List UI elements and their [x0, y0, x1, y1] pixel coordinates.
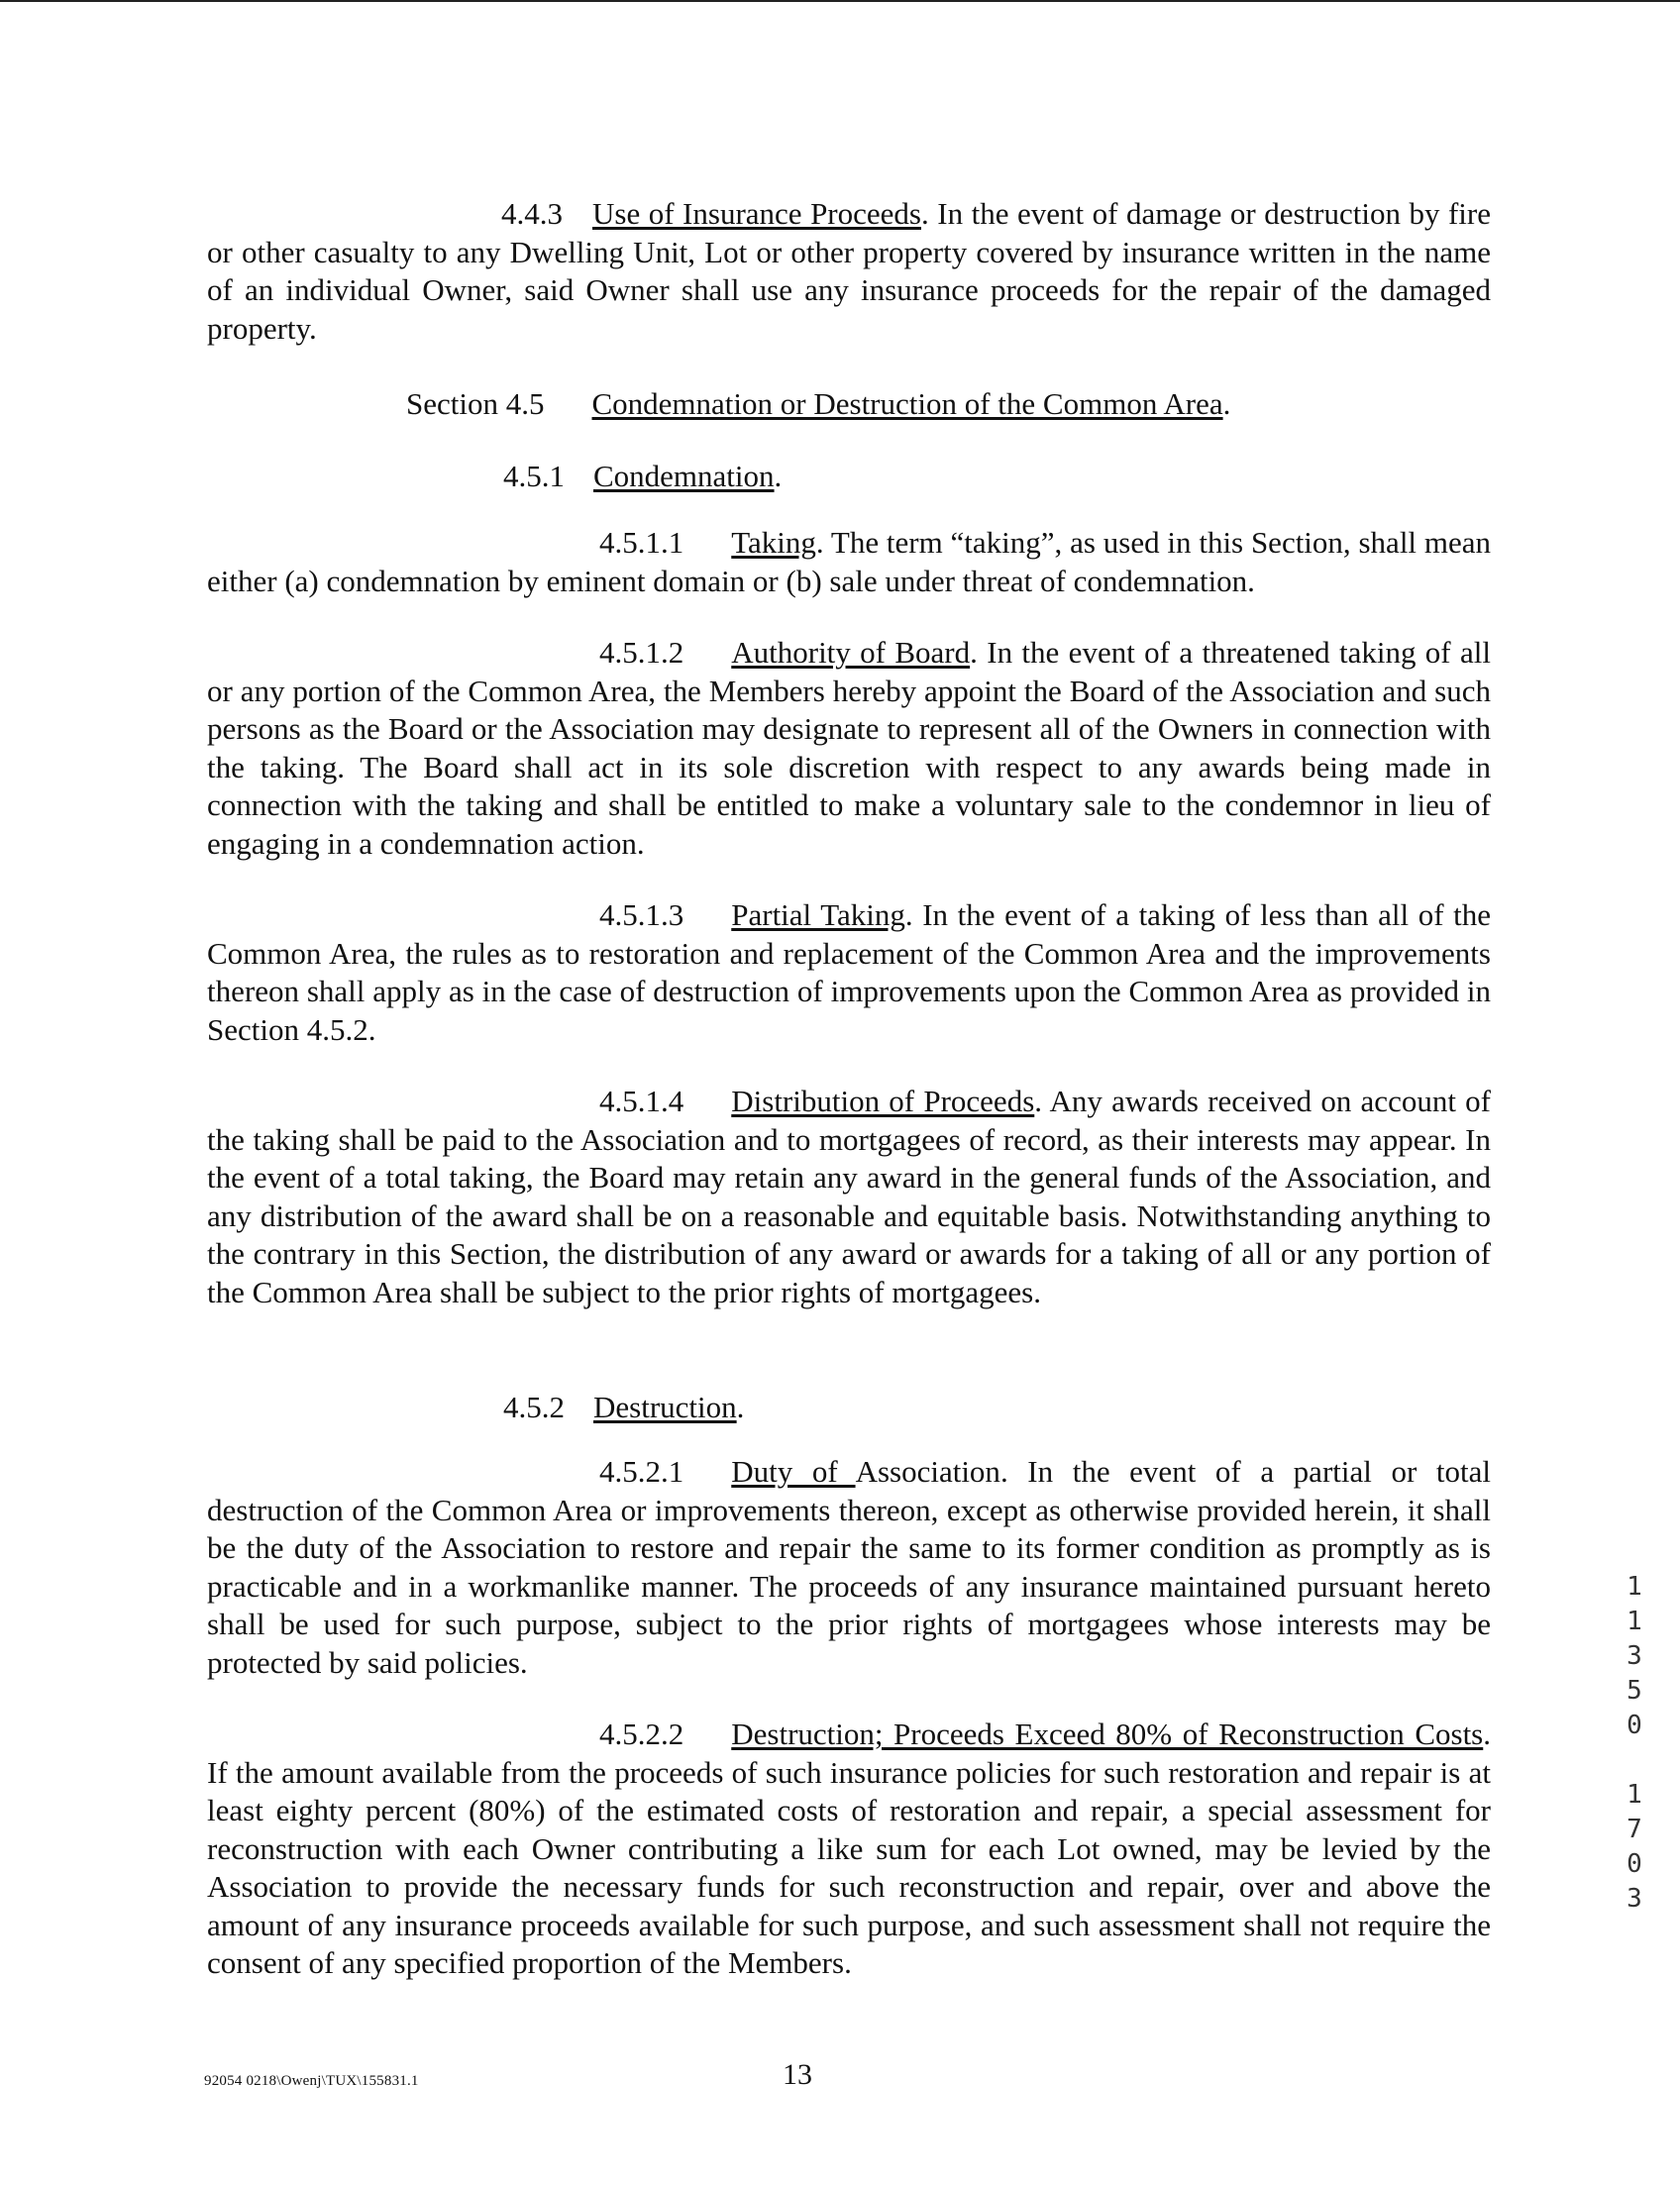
- margin-stamp-upper: [1621, 1570, 1648, 1743]
- paragraph-number: 4.4.3: [501, 196, 563, 231]
- document-id: 92054 0218\Owenj\TUX\155831.1: [204, 2073, 419, 2089]
- paragraph-title: Distribution of Proceeds: [731, 1084, 1035, 1118]
- paragraph-4-5-1-2: [207, 634, 1491, 863]
- stamp-digit: 3: [1627, 1641, 1642, 1671]
- paragraph-title: Destruction; Proceeds Exceed 80% of Reconstruction Costs: [731, 1717, 1484, 1751]
- section-4-5-heading: Section 4.5 Condemnation or Destruction of the Common Area.: [406, 386, 1231, 421]
- paragraph-4-5-1-4: [207, 1083, 1491, 1311]
- paragraph-text: . In the event of damage or destruction by fire or other casualty to any Dwelling Unit, Lot or other property covered by insurance written in the name of an individual Owner, said Owner shall use any insurance proceeds for the repair of the damaged property.: [207, 196, 1491, 346]
- stamp-digit: 1: [1627, 1780, 1642, 1810]
- paragraph-title: Duty of: [731, 1454, 856, 1489]
- paragraph-title: Taking: [731, 525, 816, 560]
- subsection-title: Destruction: [593, 1390, 737, 1424]
- paragraph-4-5-2-2: [207, 1716, 1491, 1983]
- paragraph-4-5-2-1: [207, 1453, 1491, 1682]
- paragraph-text: . In the event of a threatened taking of all or any portion of the Common Area, the Members hereby appoint the Board of the Association and such persons as the Board or the Association may designate to represent all of the Owners in connection with the taking. The Board shall act in its sole discretion with respect to any awards being made in connection with the taking and shall be entitled to make a voluntary sale to the condemnor in lieu of engaging in a condemnation action.: [207, 635, 1491, 861]
- margin-stamp-lower: [1621, 1778, 1648, 1917]
- paragraph-4-4-3: [207, 195, 1491, 348]
- section-label: Section 4.5: [406, 386, 545, 421]
- paragraph-title: Authority of Board: [731, 635, 971, 670]
- paragraph-text: . The term “taking”, as used in this Section, shall mean either (a) condemnation by eminent domain or (b) sale under threat of condemnation.: [207, 525, 1491, 598]
- paragraph-text: . In the event of a partial or total destruction of the Common Area or improvements thereon, except as otherwise provided herein, it shall be the duty of the Association to restore and repair the same to its former condition as promptly as is practicable and in a workmanlike manner. The proceeds of any insurance maintained pursuant hereto shall be used for such purpose, subject to the prior rights of mortgagees whose interests may be protected by said policies.: [207, 1454, 1491, 1680]
- paragraph-text: . Any awards received on account of the taking shall be paid to the Association and to mortgagees of record, as their interests may appear. In the event of a total taking, the Board may retain any award in the general funds of the Association, and any distribution of the award shall be on a reasonable and equitable basis. Notwithstanding anything to the contrary in this Section, the distribution of any award or awards for a taking of all or any portion of the Common Area shall be subject to the prior rights of mortgagees.: [207, 1084, 1491, 1309]
- paragraph-title-rest: Association: [855, 1454, 1000, 1489]
- stamp-digit: 0: [1627, 1711, 1642, 1740]
- scan-top-edge: [0, 0, 1680, 2]
- subsection-title: Condemnation: [593, 459, 775, 493]
- stamp-digit: 5: [1627, 1676, 1642, 1706]
- stamp-digit: 3: [1627, 1884, 1642, 1914]
- paragraph-text: . If the amount available from the proceeds of such insurance policies for such restoration and repair is at least eighty percent (80%) of the estimated costs of restoration and repair, a special assessment for reconstruction with each Owner contributing a like sum for each Lot owned, may be levied by the Association to provide the necessary funds for such reconstruction and repair, over and above the amount of any insurance proceeds available for such purpose, and such assessment shall not require the consent of any specified proportion of the Members.: [207, 1717, 1491, 1980]
- subsection-4-5-1-heading: 4.5.1 Condemnation.: [503, 459, 783, 493]
- subsection-4-5-2-heading: 4.5.2 Destruction.: [503, 1390, 745, 1424]
- paragraph-4-5-1-3: [207, 896, 1491, 1049]
- paragraph-title: Partial Taking: [731, 897, 905, 932]
- paragraph-number: 4.5.1.1: [599, 525, 684, 560]
- page-number: 13: [783, 2058, 812, 2091]
- paragraph-number: 4.5.1.2: [599, 635, 684, 670]
- paragraph-title: Use of Insurance Proceeds: [592, 196, 921, 231]
- stamp-digit: 0: [1627, 1849, 1642, 1879]
- stamp-digit: 7: [1627, 1815, 1642, 1844]
- subsection-number: 4.5.1: [503, 459, 565, 493]
- paragraph-number: 4.5.1.4: [599, 1084, 684, 1118]
- paragraph-text: . In the event of a taking of less than all of the Common Area, the rules as to restoration and replacement of the Common Area and the improvements thereon shall apply as in the case of destruction of improvements upon the Common Area as provided in Section 4.5.2.: [207, 897, 1491, 1047]
- subsection-number: 4.5.2: [503, 1390, 565, 1424]
- paragraph-number: 4.5.1.3: [599, 897, 684, 932]
- paragraph-number: 4.5.2.2: [599, 1717, 684, 1751]
- stamp-digit: 1: [1627, 1607, 1642, 1636]
- section-title: Condemnation or Destruction of the Common Area: [591, 386, 1223, 421]
- paragraph-4-5-1-1: [207, 524, 1491, 600]
- stamp-digit: 1: [1627, 1572, 1642, 1602]
- paragraph-number: 4.5.2.1: [599, 1454, 684, 1489]
